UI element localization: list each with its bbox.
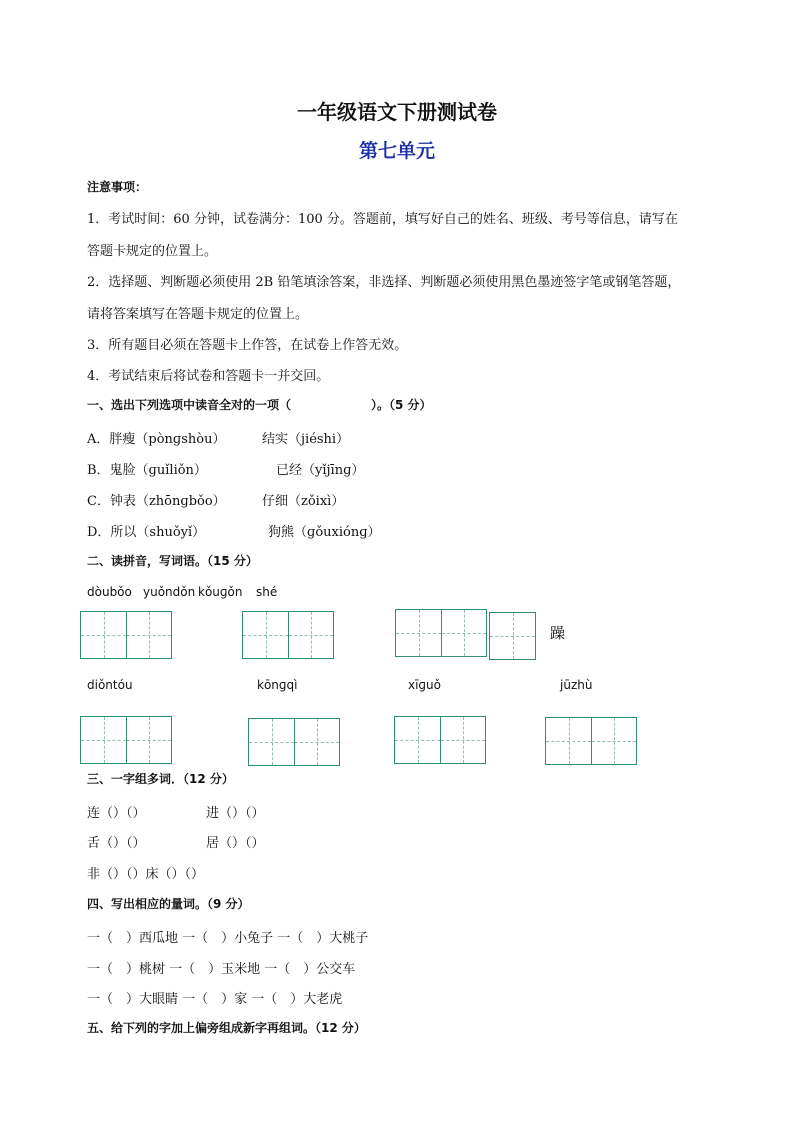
tianzige-box-5[interactable] [80,716,172,764]
notes-heading: 注意事项： [87,180,148,194]
q1-heading [87,396,432,413]
pinyin-kougan: kǒuɡǒn [198,585,243,599]
q3-row-1-b: 进（）（） [206,806,265,821]
pinyin-diantou: diǒntóu [87,678,133,692]
note-1: 1．考试时间：60 分钟，试卷满分：100 分。答题前，填写好自己的姓名、班级、考号等信息，请写在 [87,212,678,227]
q4-row-1: 一（ ）西瓜地 一（ ）小兔子 一（ ）大桃子 [87,931,369,946]
tianzige-box-4[interactable] [489,612,536,660]
page-title: 一年级语文下册测试卷 [297,100,497,124]
pinyin-doubao: dòubǒo [87,585,132,599]
tianzige-box-6[interactable] [248,718,340,766]
q5-heading: 五、给下列的字加上偏旁组成新字再组词。（12 分） [87,1021,366,1035]
tianzige-box-1[interactable] [80,611,172,659]
note-1-cont: 答题卡规定的位置上。 [87,244,218,259]
q3-row-3: 非（）（）床（）（） [87,867,205,882]
pinyin-juzhu: jūzhù [560,678,593,692]
q2-heading: 二、读拼音，写词语。（15 分） [87,554,258,568]
pinyin-kongqi: kōnɡqì [257,678,298,692]
q3-row-1-a: 连（）（） [87,806,146,821]
q1-option-b-word2: 已经（yǐjīnɡ） [276,463,365,478]
q1-heading-score: ）。（5 分） [371,398,432,412]
note-2-cont: 请将答案填写在答题卡规定的位置上。 [87,307,309,322]
pinyin-yuandan: yuǒndǒn [143,585,196,599]
q1-option-a-word2: 结实（jiéshi） [262,432,350,447]
pinyin-she: shé [256,585,278,599]
note-4: 4．考试结束后将试卷和答题卡一并交回。 [87,369,330,384]
tianzige-box-2[interactable] [242,611,334,659]
note-3: 3．所有题目必须在答题卡上作答，在试卷上作答无效。 [87,338,408,353]
pinyin-xigua: xīɡuǒ [408,678,441,692]
tianzige-box-3[interactable] [395,609,487,657]
q1-heading-text: 一、选出下列选项中读音全对的一项（ [87,398,292,412]
q4-heading: 四、写出相应的量词。（9 分） [87,897,250,911]
tianzige-box-7[interactable] [394,716,486,764]
q1-option-d-word2: 狗熊（ɡǒuxiónɡ） [268,525,381,540]
q1-option-c-word2: 仔细（zǒixì） [262,494,345,509]
q3-row-2-a: 舌（）（） [87,836,146,851]
q4-row-3: 一（ ）大眼睛 一（ ）家 一（ ）大老虎 [87,992,343,1007]
note-2: 2．选择题、判断题必须使用 2B 铅笔填涂答案，非选择、判断题必须使用黑色墨迹签字笔或钢笔答题， [87,275,681,290]
unit-subtitle: 第七单元 [358,140,435,162]
q3-heading: 三、一字组多词．（12 分） [87,772,234,786]
char-zao: 躁 [550,624,566,642]
q1-option-a: A．胖瘦（pònɡshòu） [87,432,226,447]
q1-option-d: D．所以（shuǒyǐ） [87,525,206,540]
q1-option-c: C．钟表（zhōnɡbǒo） [87,494,226,509]
q4-row-2: 一（ ）桃树 一（ ）玉米地 一（ ）公交车 [87,962,356,977]
q3-row-2-b: 居（）（） [206,836,265,851]
tianzige-box-8[interactable] [545,717,637,765]
q1-option-b: B．鬼脸（ɡuǐliǒn） [87,463,207,478]
